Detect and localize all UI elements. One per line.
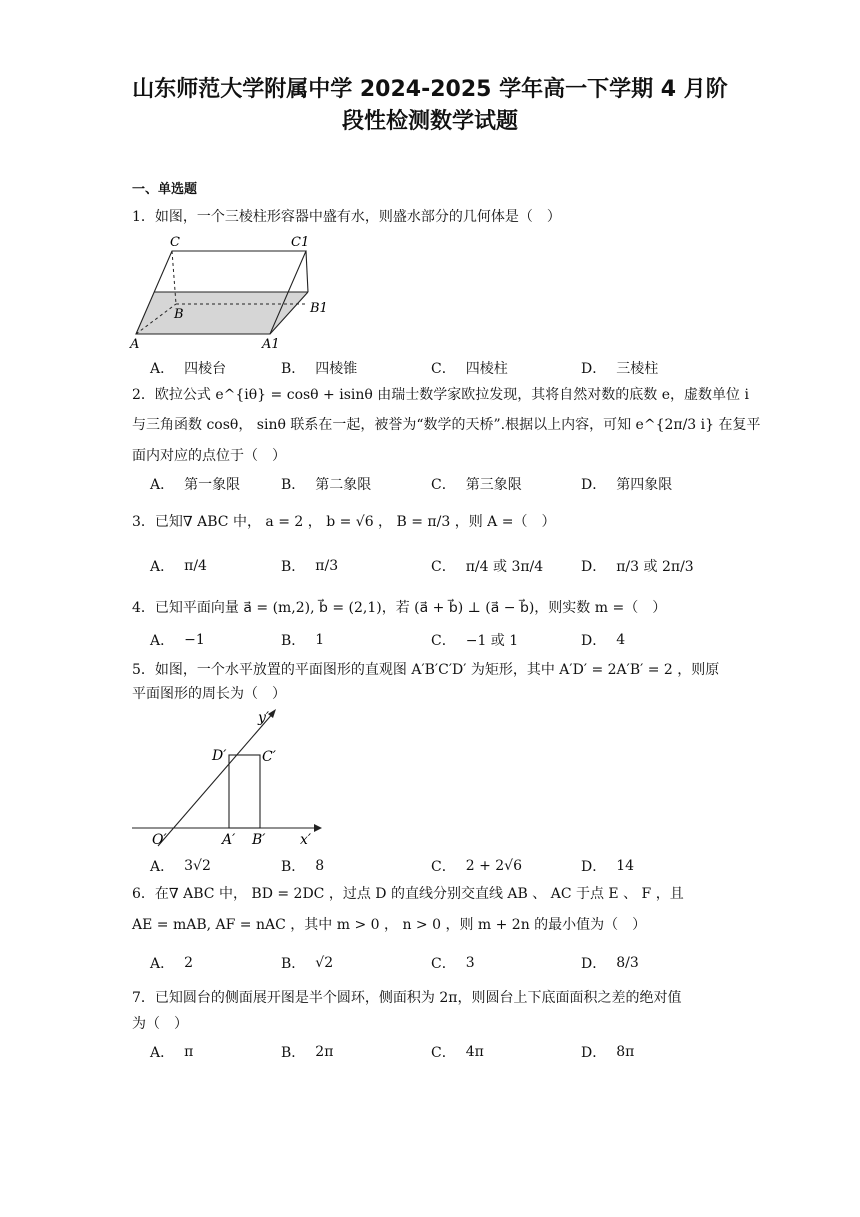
option-d: D． 三棱柱 [581, 361, 659, 377]
question-2-line-3: 面内对应的点位于（ ） [132, 448, 286, 464]
question-2-options [150, 474, 730, 498]
question-5-line-2: 平面图形的周长为（ ） [132, 686, 286, 702]
option-d: D． π/3 或 2π/3 [581, 559, 694, 575]
option-a: A． 3√2 [150, 858, 211, 875]
option-a: A． π/4 [150, 558, 207, 575]
option-a: A． 四棱台 [150, 361, 227, 377]
option-b: B． 2π [281, 1044, 334, 1061]
option-c: C． 2 + 2√6 [431, 858, 522, 875]
question-7-line-1: 7．已知圆台的侧面展开图是半个圆环，侧面积为 2π，则圆台上下底面面积之差的绝对值 [132, 990, 682, 1006]
question-5-line-1: 5．如图，一个水平放置的平面图形的直观图 A′B′C′D′ 为矩形，其中 A′D′ = 2A′B′ = 2 ，则原 [132, 662, 720, 678]
question-2-line-2: 与三角函数 cosθ， sinθ 联系在一起，被誉为“数学的天桥”.根据以上内容，可知 e^{2π/3 i} 在复平 [132, 417, 761, 433]
label-b: B′ [252, 832, 266, 848]
option-a: A． 2 [150, 955, 194, 972]
label-b: B [174, 307, 184, 322]
option-d: D． 4 [581, 632, 626, 649]
option-d: D． 第四象限 [581, 477, 673, 493]
label-a: A′ [222, 832, 236, 848]
option-b: B． 第二象限 [281, 477, 372, 493]
option-d: D． 8π [581, 1044, 635, 1061]
question-4-options [150, 630, 730, 654]
option-c: C． −1 或 1 [431, 633, 519, 649]
option-d: D． 8/3 [581, 955, 639, 972]
question-1-text: 1．如图，一个三棱柱形容器中盛有水，则盛水部分的几何体是（ ） [132, 209, 561, 225]
option-a: A． π [150, 1044, 194, 1061]
option-c: C． 4π [431, 1044, 484, 1061]
page-title-line-2: 段性检测数学试题 [341, 109, 518, 134]
question-7-line-2: 为（ ） [132, 1016, 188, 1032]
label-o: O′ [152, 832, 167, 848]
label-y-axis: y′ [258, 710, 270, 726]
option-b: B． 8 [281, 858, 325, 875]
option-a: A． −1 [150, 632, 205, 649]
option-b: B． 1 [281, 632, 325, 649]
question-6-line-2: AE = mAB, AF = nAC ，其中 m > 0 ， n > 0 ，则 m + 2n 的最小值为（ ） [132, 917, 647, 933]
oblique-projection-figure [128, 708, 328, 850]
label-c: C′ [262, 749, 276, 765]
option-b: B． 四棱锥 [281, 361, 358, 377]
question-4-text: 4．已知平面向量 a⃗ = (m,2), b⃗ = (2,1)，若 (a⃗ + b⃗) ⊥ (a⃗ − b⃗)，则实数 m =（ ） [132, 600, 667, 616]
label-c: C [170, 235, 180, 250]
label-x-axis: x′ [300, 832, 312, 848]
option-c: C． π/4 或 3π/4 [431, 559, 544, 575]
question-3-options [150, 556, 730, 580]
label-a: A [130, 337, 140, 350]
label-c1: C1 [291, 235, 310, 250]
option-b: B． π/3 [281, 558, 339, 575]
option-d: D． 14 [581, 858, 635, 875]
question-1-options [150, 358, 730, 382]
question-2-line-1: 2．欧拉公式 e^{iθ} = cosθ + isinθ 由瑞士数学家欧拉发现，其将自然对数的底数 e，虚数单位 i [132, 387, 749, 403]
triangular-prism-figure [126, 232, 336, 350]
page-title-line-1: 山东师范大学附属中学 2024-2025 学年高一下学期 4 月阶 [132, 77, 728, 102]
option-c: C． 3 [431, 955, 475, 972]
question-6-options [150, 953, 730, 977]
option-c: C． 第三象限 [431, 477, 522, 493]
question-6-line-1: 6．在∇ ABC 中， BD = 2DC ，过点 D 的直线分别交直线 AB 、 AC 于点 E 、 F ，且 [132, 886, 684, 902]
section-heading: 一、单选题 [132, 182, 198, 197]
question-3-text: 3．已知∇ ABC 中， a = 2 ， b = √6 ， B = π/3 ，则 A =（ ） [132, 514, 556, 530]
question-5-options [150, 856, 730, 880]
label-b1: B1 [310, 301, 328, 316]
label-a1: A1 [262, 337, 280, 350]
label-d: D′ [212, 748, 227, 764]
option-b: B． √2 [281, 955, 334, 972]
option-a: A． 第一象限 [150, 477, 241, 493]
option-c: C． 四棱柱 [431, 361, 508, 377]
question-7-options [150, 1042, 730, 1066]
